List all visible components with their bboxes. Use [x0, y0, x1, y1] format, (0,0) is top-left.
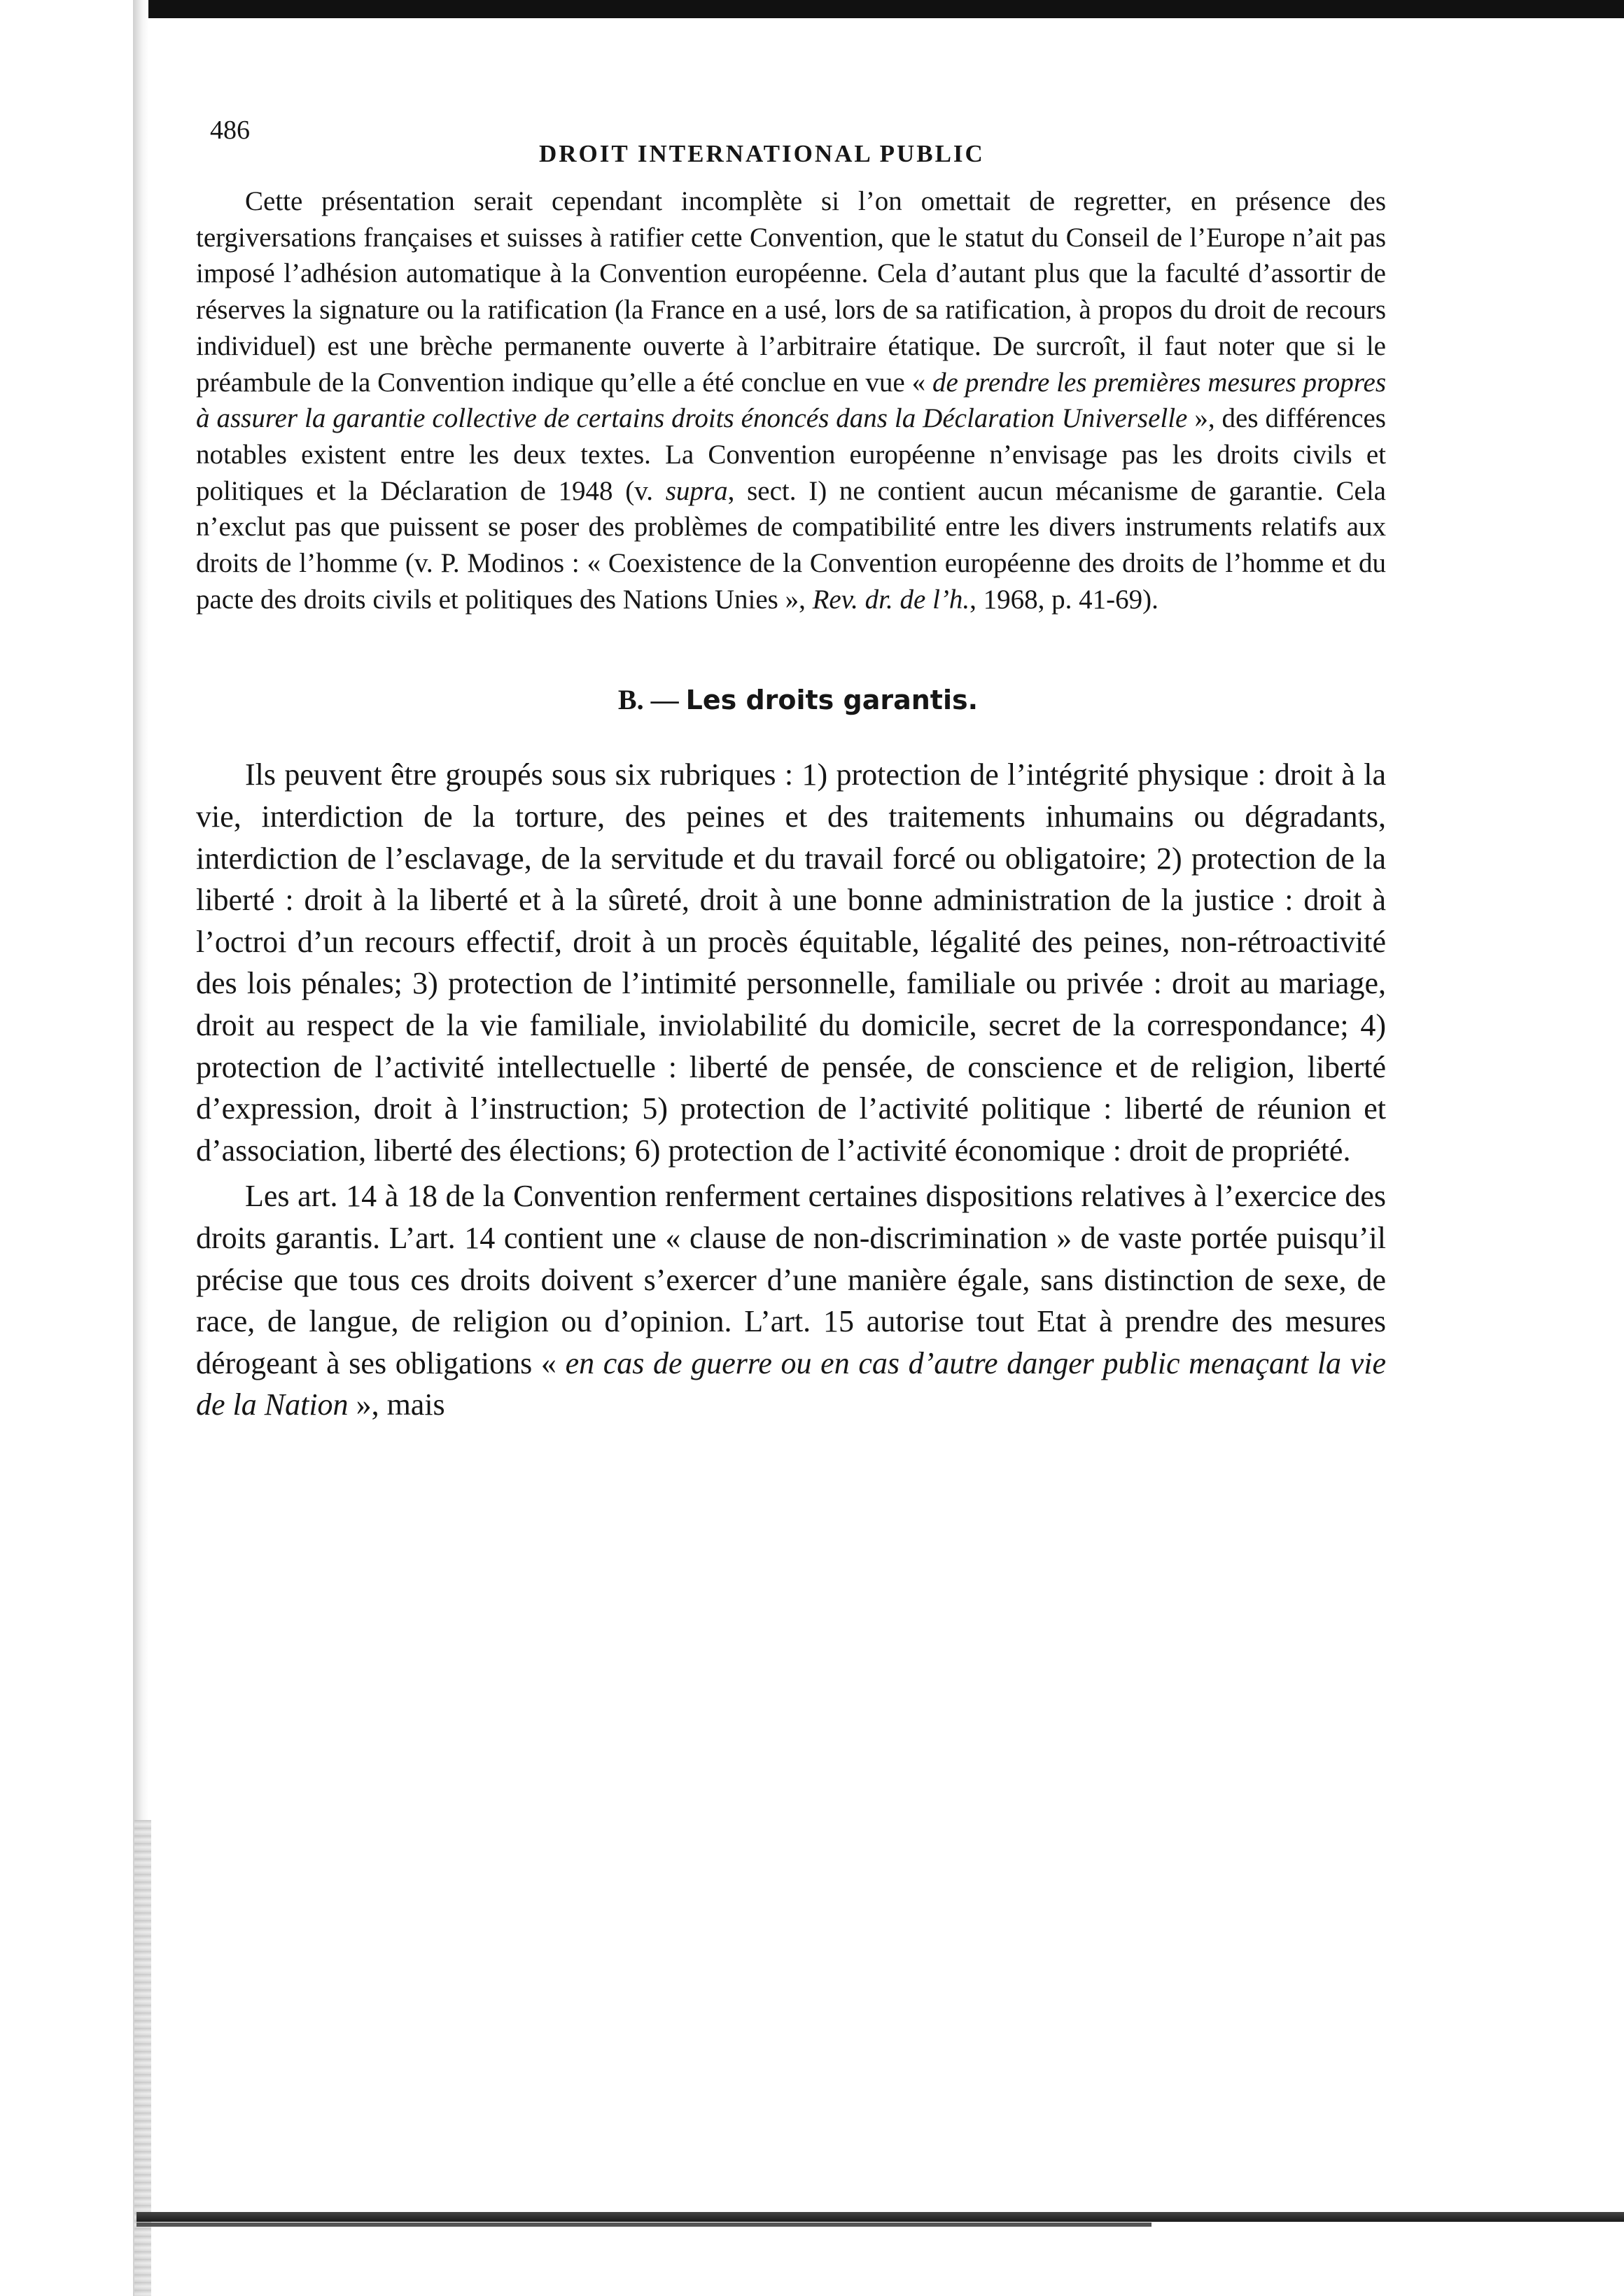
running-head	[196, 112, 1386, 168]
paragraph-intro-text-d: , 1968, p. 41-69).	[969, 584, 1158, 615]
book-page	[196, 112, 1386, 1426]
paragraph-rubriques	[196, 754, 1386, 1171]
paragraph-intro-text-c: , sect. I) ne contient aucun mécanisme de garantie. Cela n’exclut pas que puissent se poser des problèmes de compatibilité entre les divers instruments relatifs aux droits de l’homme (v. P. Modinos : « Coexistence de la Convention européenne des droits de l’homme et du pacte des droits civils et politiques des Nations Unies »,	[196, 475, 1386, 615]
scan-bottom-border	[136, 2212, 1624, 2222]
paragraph-intro-journal: Rev. dr. de l’h.	[812, 584, 970, 615]
paragraph-articles-text-b: », mais	[348, 1387, 445, 1422]
page-number: 486	[210, 115, 250, 145]
paragraph-articles-text-a: Les art. 14 à 18 de la Convention renferment certaines dispositions relatives à l’exercice des droits garantis. L’art. 14 contient une « clause de non-discrimination » de vaste portée puisqu’il précise que tous ces droits doivent s’exercer d’une manière égale, sans distinction de sexe, de race, de langue, de religion ou d’opinion. L’art. 15 autorise tout Etat à prendre des mesures dérogeant à ses obligations «	[196, 1179, 1386, 1380]
section-heading	[196, 683, 1386, 716]
scan-bottom-rule	[136, 2222, 1152, 2227]
paragraph-articles-quote: en cas de guerre ou en cas d’autre danger public menaçant la vie de la Nation	[196, 1345, 1386, 1422]
paragraph-intro-quote: de prendre les premières mesures propres à assurer la garantie collective de certains droits énoncés dans la Déclaration Universelle	[196, 367, 1386, 434]
section-title: Les droits garantis.	[685, 685, 979, 716]
paragraph-articles	[196, 1175, 1386, 1426]
section-label: B. —	[617, 684, 679, 716]
paragraph-intro-text-a: Cette présentation serait cependant incomplète si l’on omettait de regretter, en présence des tergiversations françaises et suisses à ratifier cette Convention, que le statut du Conseil de l’Europe n’ait pas imposé l’adhésion automatique à la Convention européenne. Cela d’autant plus que la faculté d’assortir de réserves la signature ou la ratification (la France en a usé, lors de sa ratification, à propos du droit de recours individuel) est une brèche permanente ouverte à l’arbitraire étatique. De surcroît, il faut noter que si le préambule de la Convention indique qu’elle a été conclue en vue «	[196, 186, 1386, 398]
paragraph-intro-text-b: », des différences notables existent entre les deux textes. La Convention européenne n’envisage pas les droits civils et politiques et la Déclaration de 1948 (v.	[196, 403, 1386, 506]
paragraph-intro	[196, 183, 1386, 617]
running-title: DROIT INTERNATIONAL PUBLIC	[539, 140, 985, 167]
paragraph-intro-supra: supra	[665, 475, 728, 506]
scan-top-border	[136, 0, 1624, 18]
paragraph-rubriques-text: Ils peuvent être groupés sous six rubriques : 1) protection de l’intégrité physique : droit à la vie, interdiction de la torture, des peines et des traitements inhumains ou dégradants, interdiction de l’esclavage, de la servitude et du travail forcé ou obligatoire; 2) protection de la liberté : droit à la liberté et à la sûreté, droit à une bonne administration de la justice : droit à l’octroi d’un recours effectif, droit à un procès équitable, légalité des peines, non-rétroactivité des lois pénales; 3) protection de l’intimité personnelle, familiale ou privée : droit au mariage, droit au respect de la vie familiale, inviolabilité du domicile, secret de la correspondance; 4) protection de l’activité intellectuelle : liberté de pensée, de conscience et de religion, liberté d’expression, droit à l’instruction; 5) protection de l’activité politique : liberté de réunion et d’association, liberté des élections; 6) protection de l’activité économique : droit de propriété.	[196, 757, 1386, 1168]
